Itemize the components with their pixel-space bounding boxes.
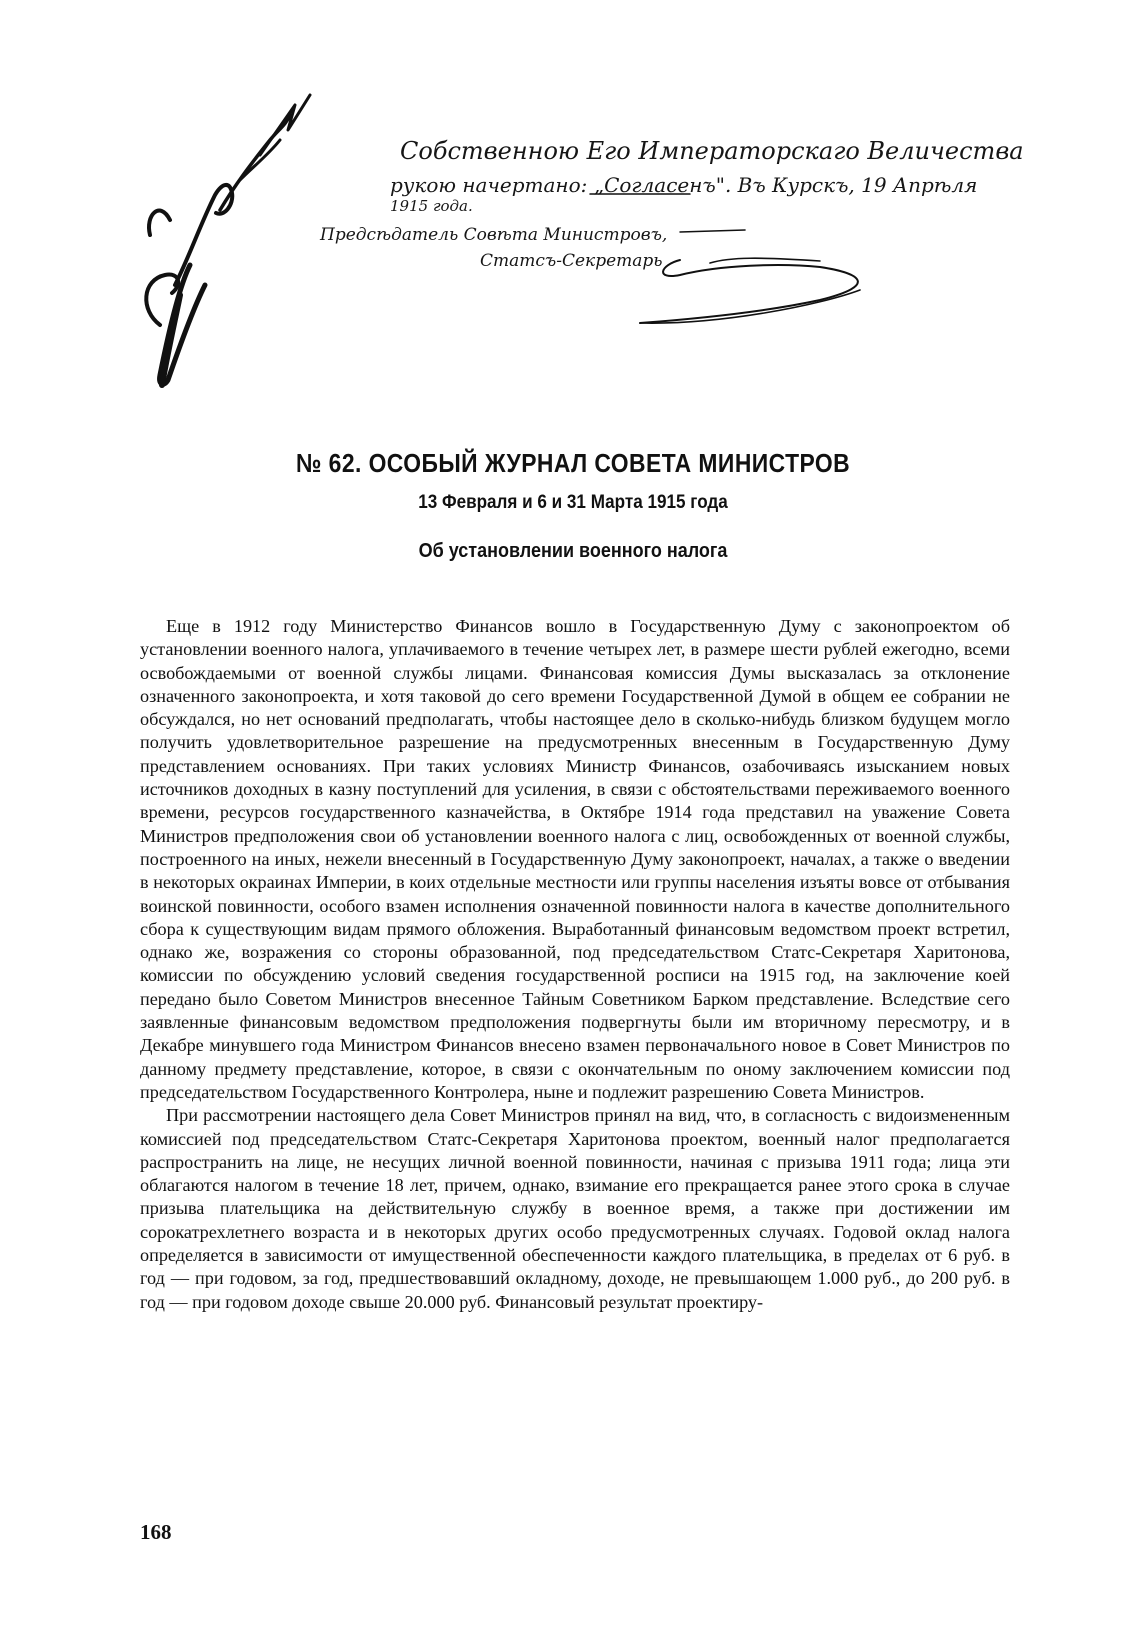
resolution-line-2: рукою начертано: „Согласенъ". Въ Курскъ, 19 Апрѣля (390, 173, 978, 197)
document-title: № 62. ОСОБЫЙ ЖУРНАЛ СОВЕТА МИНИСТРОВ (295, 448, 851, 478)
paragraph: Еще в 1912 году Министерство Финансов вошло в Государственную Думу с законопроектом об установлении военного налога, уплачиваемого в течение четырех лет, в размере шести рублей ежегодно, всеми освобождаемыми от военной службы лицами. Финансовая комиссия Думы высказалась за отклонение означенного законопроекта, и хотя таковой до сего времени Государственной Думой в общем ее собрании не обсуждался, но нет оснований предполагать, чтобы настоящее дело в сколько-нибудь близком будущем могло получить удовлетворительное разрешение на предусмотренных внесенным в Государственную Думу представлением основаниях. При таких условиях Министр Финансов, озабочиваясь изысканием новых источников доходных в казну поступлений для усиления, в связи с обстоятельствами переживаемого военного времени, ресурсов государственного казначейства, в Октябре 1914 года представил на уважение Совета Министров предположения свои об установлении военного налога с лиц, освобожденных от военной службы, построенного на иных, нежели внесенный в Государственную Думу законопроект, началах, а также о введении в некоторых окраинах Империи, в коих отдельные местности или группы населения изъяты вовсе от отбывания воинской повинности, особого взамен исполнения означенной повинности налога в качестве дополнительного сбора к существующим видам прямого обложения. Выработанный финансовым ведомством проект встретил, однако же, возражения со стороны образованной, под председательством Статс-Секретаря Харитонова, комиссии по обсуждению условий сведения государственной росписи на 1915 год, на заключение коей передано было Советом Министров внесенное Тайным Советником Барком представление. Вследствие сего заявленные финансовым ведомством предположения подвергнуты были им вторичному пересмотру, и в Декабре минувшего года Министром Финансов внесено взамен первоначального новое в Совет Министров по данному предмету представление, которое, в связи с окончательным по оному заключением комиссии под председательством Государственного Контролера, ныне и подлежит разрешению Совета Министров. (140, 616, 1010, 1102)
page-number: 168 (140, 1520, 172, 1544)
handwritten-resolution (120, 85, 1024, 405)
resolution-line-5: Статсъ-Секретарь (480, 251, 663, 271)
resolution-line-1: Собственною Его Императорскаго Величества (400, 137, 1024, 165)
resolution-line-4: Предсѣдатель Совѣта Министровъ, (320, 225, 668, 245)
document-date: 13 Февраля и 6 и 31 Марта 1915 года (418, 492, 728, 513)
resolution-line-3: 1915 года. (390, 197, 473, 215)
paragraph: При рассмотрении настоящего дела Совет Министров принял на вид, что, в согласность с видоизмененным комиссией под председательством Статс-Секретаря Харитонова проектом, военный налог предполагается распространить на лице, не несущих личной военной повинности, начиная с призыва 1911 года; лица эти облагаются налогом в течение 18 лет, причем, однако, взимание его прекращается ранее этого срока в случае призыва плательщика на действительную службу в военное время, а также при достижении им сорокатрехлетнего возраста и в некоторых других особо предусмотренных случаях. Годовой оклад налога определяется в зависимости от имущественной обеспеченности каждого плательщика, в пределах от 6 руб. в год — при годовом, за год, предшествовавший окладному, доходе, не превышающем 1.000 руб., до 200 руб. в год — при годовом доходе свыше 20.000 руб. Финансовый результат проектиру- (140, 1105, 1010, 1312)
signature-strokes (120, 85, 1020, 405)
document-body (140, 615, 1010, 1314)
document-topic: Об установлении военного налога (418, 540, 728, 562)
